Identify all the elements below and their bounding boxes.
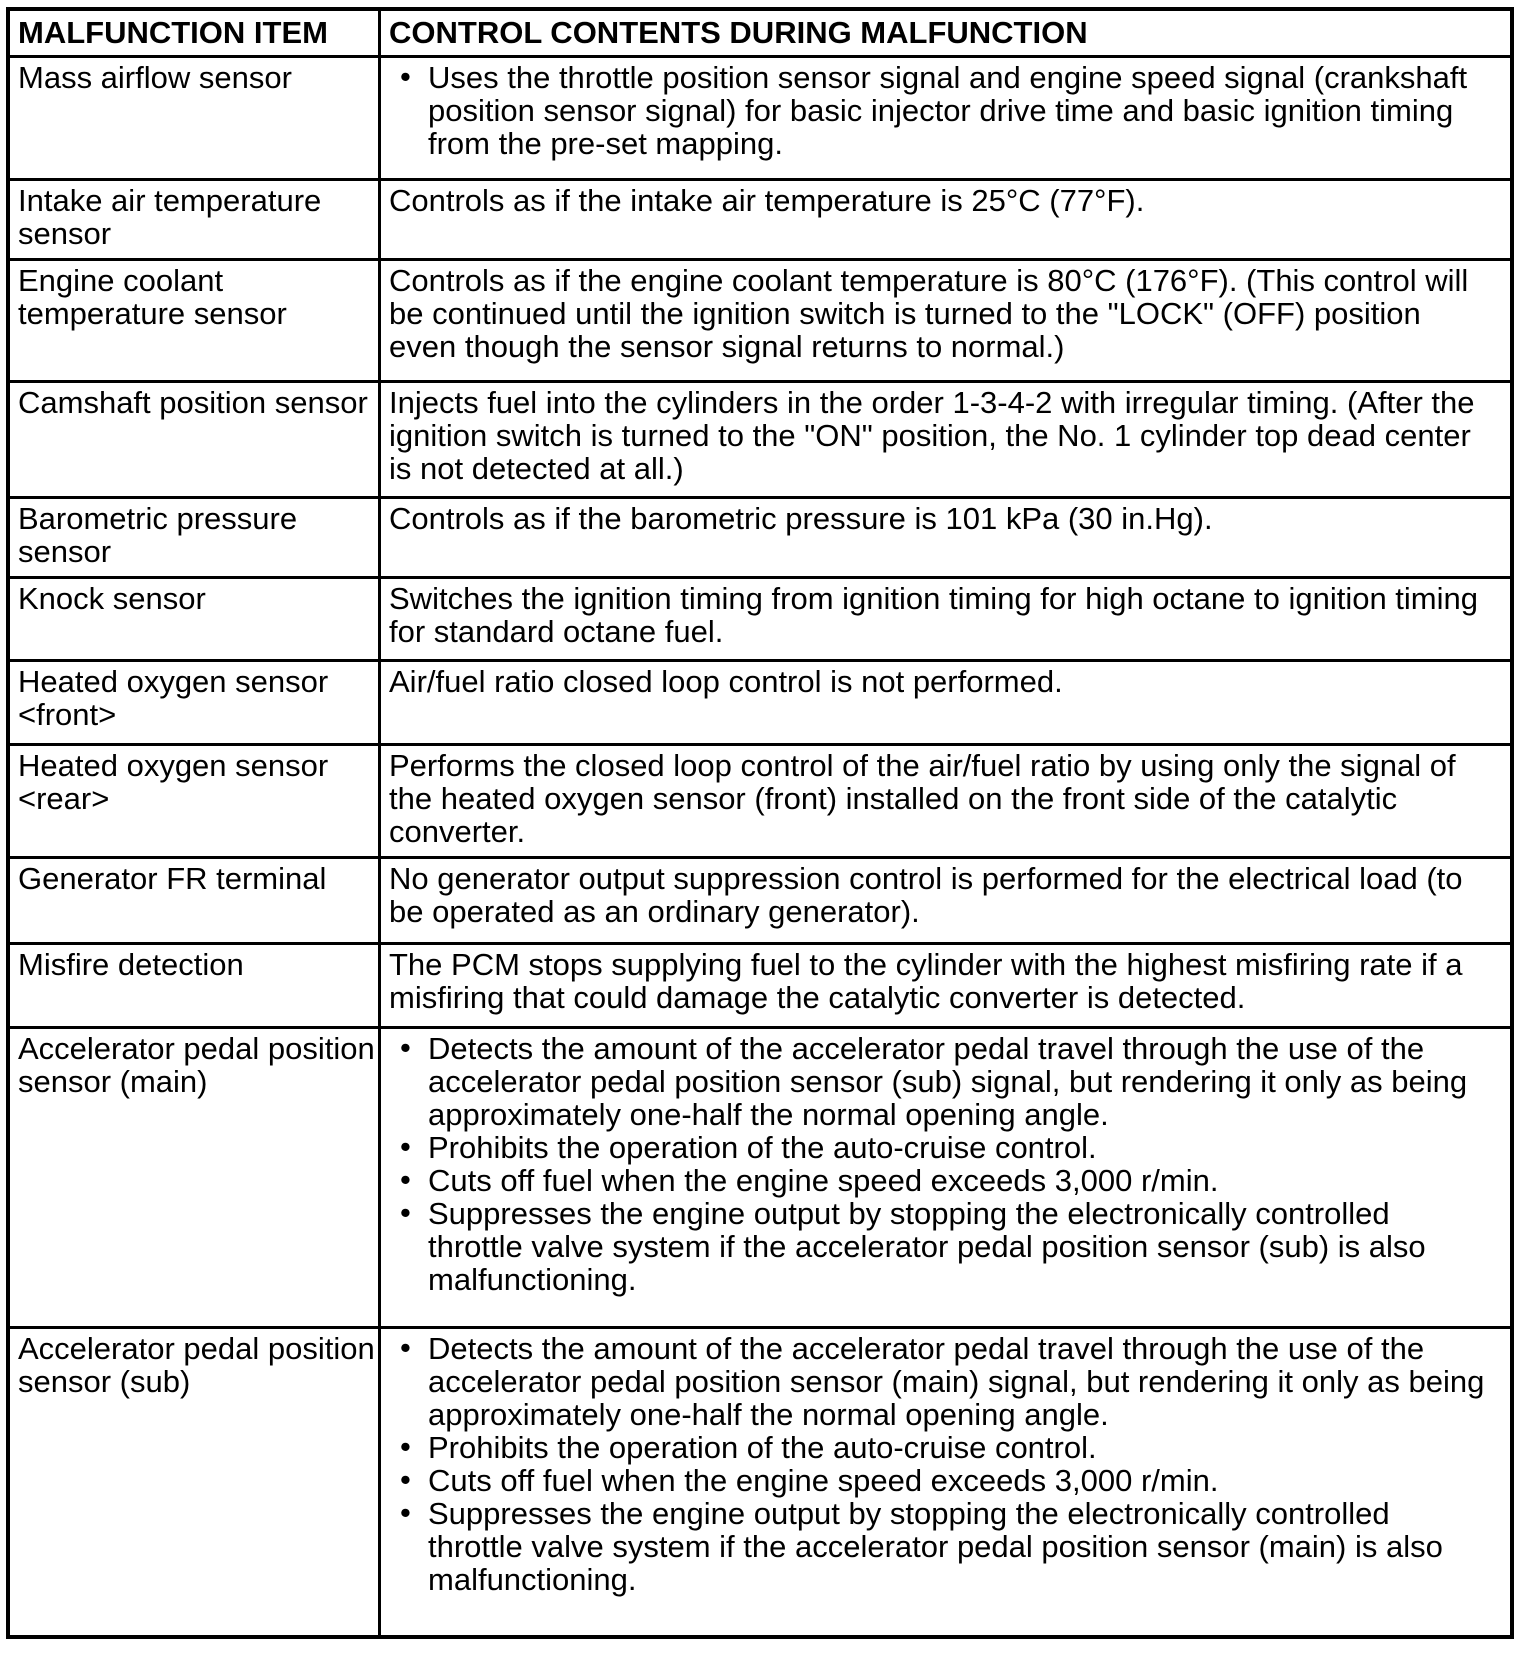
content-entry <box>389 948 1488 1014</box>
content-entry <box>389 184 1488 217</box>
control-contents-list <box>389 749 1488 848</box>
control-contents-list <box>389 1032 1488 1296</box>
content-text: Detects the amount of the accelerator pedal travel through the use of the accelerator pedal position sensor (main) signal, but rendering it only as being approximately one-half the normal opening angle. <box>428 1331 1485 1432</box>
content-text: Switches the ignition timing from ignition timing for high octane to ignition timing for standard octane fuel. <box>389 581 1478 649</box>
content-entry <box>389 1131 1488 1164</box>
table-row <box>10 576 1510 659</box>
content-entry <box>389 1164 1488 1197</box>
malfunction-item-cell: Generator FR terminal <box>18 861 327 896</box>
control-contents-list <box>389 948 1488 1014</box>
control-contents-list <box>389 184 1488 217</box>
table-row <box>10 856 1510 942</box>
content-text: Suppresses the engine output by stopping the electronically controlled throttle valve system if the accelerator pedal position sensor (sub) is also malfunctioning. <box>428 1196 1426 1297</box>
content-entry <box>389 749 1488 848</box>
bullet-icon: • <box>400 1162 411 1197</box>
bullet-icon: • <box>400 1030 411 1065</box>
content-entry <box>389 1332 1488 1431</box>
content-entry <box>389 582 1488 648</box>
control-contents-cell <box>378 499 1510 576</box>
control-contents-cell <box>378 261 1510 380</box>
bullet-icon: • <box>400 1495 411 1530</box>
control-contents-cell <box>378 859 1510 942</box>
content-entry <box>389 1497 1488 1596</box>
malfunction-item-cell: Engine coolant temperature sensor <box>18 263 287 331</box>
table-row <box>10 178 1510 258</box>
column-header-malfunction-item: MALFUNCTION ITEM <box>18 15 328 50</box>
content-entry <box>389 264 1488 363</box>
malfunction-item-cell: Camshaft position sensor <box>18 385 368 420</box>
table-row <box>10 942 1510 1026</box>
bullet-icon: • <box>400 1195 411 1230</box>
malfunction-control-table <box>6 7 1514 1639</box>
malfunction-item-cell: Barometric pressure sensor <box>18 501 298 569</box>
control-contents-list <box>389 264 1488 363</box>
content-entry <box>389 386 1488 485</box>
table-row <box>10 1326 1510 1635</box>
content-text: Prohibits the operation of the auto-cruise control. <box>428 1130 1097 1165</box>
content-entry <box>389 61 1488 160</box>
content-text: Injects fuel into the cylinders in the order 1-3-4-2 with irregular timing. (After the ignition switch is turned to the "ON" position, the No. 1 cylinder top dead center is not detected at all.) <box>389 385 1475 486</box>
control-contents-cell <box>378 181 1510 258</box>
table-row <box>10 258 1510 380</box>
bullet-icon: • <box>400 1429 411 1464</box>
content-text: Controls as if the engine coolant temperature is 80°C (176°F). (This control will be continued until the ignition switch is turned to the "LOCK" (OFF) position even though the sensor signal returns to normal.) <box>389 263 1469 364</box>
bullet-icon: • <box>400 1330 411 1365</box>
table-row <box>10 743 1510 856</box>
control-contents-cell <box>378 746 1510 856</box>
table-row <box>10 55 1510 178</box>
table-body <box>10 55 1510 1635</box>
control-contents-list <box>389 502 1488 535</box>
table-row <box>10 380 1510 496</box>
malfunction-item-cell: Accelerator pedal position sensor (main) <box>18 1031 375 1099</box>
content-entry <box>389 1197 1488 1296</box>
control-contents-cell <box>378 383 1510 496</box>
table-header-row <box>10 11 1510 55</box>
content-text: The PCM stops supplying fuel to the cylinder with the highest misfiring rate if a misfiring that could damage the catalytic converter is detected. <box>389 947 1463 1015</box>
malfunction-item-cell: Intake air temperature sensor <box>18 183 322 251</box>
column-header-control-contents: CONTROL CONTENTS DURING MALFUNCTION <box>378 11 1510 55</box>
content-entry <box>389 1464 1488 1497</box>
control-contents-cell <box>378 1029 1510 1326</box>
malfunction-item-cell: Heated oxygen sensor <front> <box>18 664 329 732</box>
control-contents-cell <box>378 945 1510 1026</box>
content-entry <box>389 502 1488 535</box>
content-text: Prohibits the operation of the auto-cruise control. <box>428 1430 1097 1465</box>
control-contents-list <box>389 386 1488 485</box>
control-contents-list <box>389 862 1488 928</box>
control-contents-list <box>389 665 1488 698</box>
content-text: Controls as if the barometric pressure is 101 kPa (30 in.Hg). <box>389 501 1213 536</box>
content-text: Detects the amount of the accelerator pedal travel through the use of the accelerator pedal position sensor (sub) signal, but rendering it only as being approximately one-half the normal opening angle. <box>428 1031 1468 1132</box>
bullet-icon: • <box>400 59 411 94</box>
content-text: Cuts off fuel when the engine speed exceeds 3,000 r/min. <box>428 1163 1219 1198</box>
control-contents-cell <box>378 58 1510 178</box>
malfunction-item-cell: Heated oxygen sensor <rear> <box>18 748 329 816</box>
control-contents-cell <box>378 662 1510 743</box>
malfunction-item-cell: Mass airflow sensor <box>18 60 292 95</box>
content-text: Cuts off fuel when the engine speed exceeds 3,000 r/min. <box>428 1463 1219 1498</box>
content-entry <box>389 665 1488 698</box>
content-entry <box>389 1032 1488 1131</box>
content-text: Controls as if the intake air temperature is 25°C (77°F). <box>389 183 1145 218</box>
content-entry <box>389 1431 1488 1464</box>
control-contents-list <box>389 582 1488 648</box>
bullet-icon: • <box>400 1462 411 1497</box>
table-row <box>10 659 1510 743</box>
content-entry <box>389 862 1488 928</box>
control-contents-cell <box>378 1329 1510 1635</box>
malfunction-item-cell: Knock sensor <box>18 581 206 616</box>
malfunction-item-cell: Accelerator pedal position sensor (sub) <box>18 1331 375 1399</box>
content-text: Uses the throttle position sensor signal and engine speed signal (crankshaft position sensor signal) for basic injector drive time and basic ignition timing from the pre-set mapping. <box>428 60 1468 161</box>
content-text: No generator output suppression control is performed for the electrical load (to be operated as an ordinary generator). <box>389 861 1463 929</box>
control-contents-list <box>389 61 1488 160</box>
table-row <box>10 496 1510 576</box>
content-text: Performs the closed loop control of the air/fuel ratio by using only the signal of the heated oxygen sensor (front) installed on the front side of the catalytic converter. <box>389 748 1456 849</box>
control-contents-list <box>389 1332 1488 1596</box>
malfunction-item-cell: Misfire detection <box>18 947 244 982</box>
content-text: Air/fuel ratio closed loop control is not performed. <box>389 664 1063 699</box>
bullet-icon: • <box>400 1129 411 1164</box>
control-contents-cell <box>378 579 1510 659</box>
content-text: Suppresses the engine output by stopping the electronically controlled throttle valve system if the accelerator pedal position sensor (main) is also malfunctioning. <box>428 1496 1443 1597</box>
table-row <box>10 1026 1510 1326</box>
